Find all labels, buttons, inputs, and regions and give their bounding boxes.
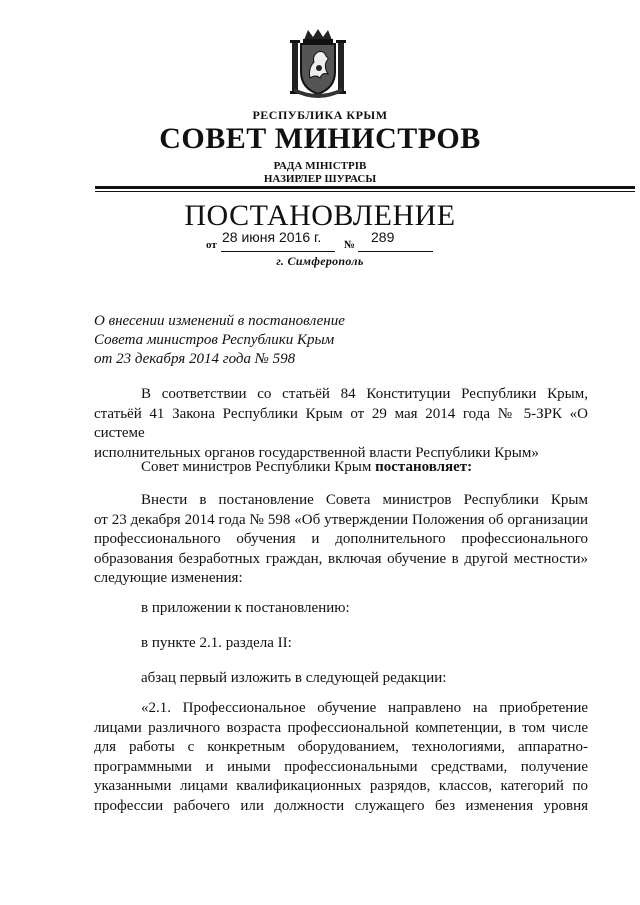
decree-date: 28 июня 2016 г. xyxy=(222,229,322,245)
paragraph-line: указанными лицами квалификационных разрядов, классов, категорий по xyxy=(94,778,588,794)
council-name-ukrainian: РАДА МІНІСТРІВ xyxy=(273,160,367,172)
header-divider-thin xyxy=(95,191,635,192)
date-underline xyxy=(221,251,335,252)
decree-title: ПОСТАНОВЛЕНИЕ xyxy=(184,199,456,232)
crimea-coat-of-arms-icon xyxy=(286,28,350,98)
council-name-crimean-tatar: НАЗИРЛЕР ШУРАСЫ xyxy=(263,173,377,185)
header-divider-thick xyxy=(95,186,635,189)
subject-line: Совета министров Республики Крым xyxy=(94,332,335,348)
paragraph-clause: в пункте 2.1. раздела II: xyxy=(141,635,292,651)
paragraph-line: В соответствии со статьёй 84 Конституции Республики Крым, xyxy=(141,386,588,402)
decree-subject xyxy=(94,312,414,369)
council-name: СОВЕТ МИНИСТРОВ xyxy=(159,122,481,155)
paragraph-amendment xyxy=(94,491,588,589)
resolution-keyword: постановляет: xyxy=(375,459,473,475)
paragraph-line: профессионального обучения и дополнительного профессионального xyxy=(94,531,588,547)
subject-line: О внесении изменений в постановление xyxy=(94,313,345,329)
number-label: № xyxy=(344,239,356,251)
paragraph-line: лицами различного возраста профессиональной компетенции, в том числе xyxy=(94,719,588,736)
paragraph-line: Внести в постановление Совета министров Республики Крым xyxy=(141,492,588,508)
paragraph-appendix: в приложении к постановлению: xyxy=(141,600,350,616)
paragraph-line: «2.1. Профессиональное обучение направлено на приобретение xyxy=(141,700,588,716)
paragraph-legal-basis xyxy=(94,385,588,463)
subject-line: от 23 декабря 2014 года № 598 xyxy=(94,351,296,367)
paragraph-resolution xyxy=(94,458,635,478)
paragraph-line: профессии рабочего или должности служащего без изменения уровня xyxy=(94,797,588,814)
decree-number: 289 xyxy=(371,229,395,245)
republic-name: РЕСПУБЛИКА КРЫМ xyxy=(252,108,388,122)
paragraph-line: образования безработных граждан, включая обучение в другой местности» xyxy=(94,550,588,567)
paragraph-line: следующие изменения: xyxy=(94,570,243,586)
paragraph-instruction: абзац первый изложить в следующей редакции: xyxy=(141,670,447,686)
paragraph-line: для работы с конкретным оборудованием, технологиями, аппаратно- xyxy=(94,739,588,755)
paragraph-line: программными и иными профессиональными средствами, получение xyxy=(94,758,588,775)
paragraph-new-wording xyxy=(94,699,588,816)
paragraph-line: от 23 декабря 2014 года № 598 «Об утверждении Положения об организации xyxy=(94,511,588,528)
resolution-text: Совет министров Республики Крым xyxy=(141,459,376,475)
decree-city: г. Симферополь xyxy=(276,254,364,268)
paragraph-line: исполнительных органов государственной власти Республики Крым» xyxy=(94,444,539,461)
number-underline xyxy=(358,251,433,252)
paragraph-line: статьёй 41 Закона Республики Крым от 29 мая 2014 года № 5-ЗРК «О системе xyxy=(94,405,588,441)
date-label: от xyxy=(206,239,217,251)
